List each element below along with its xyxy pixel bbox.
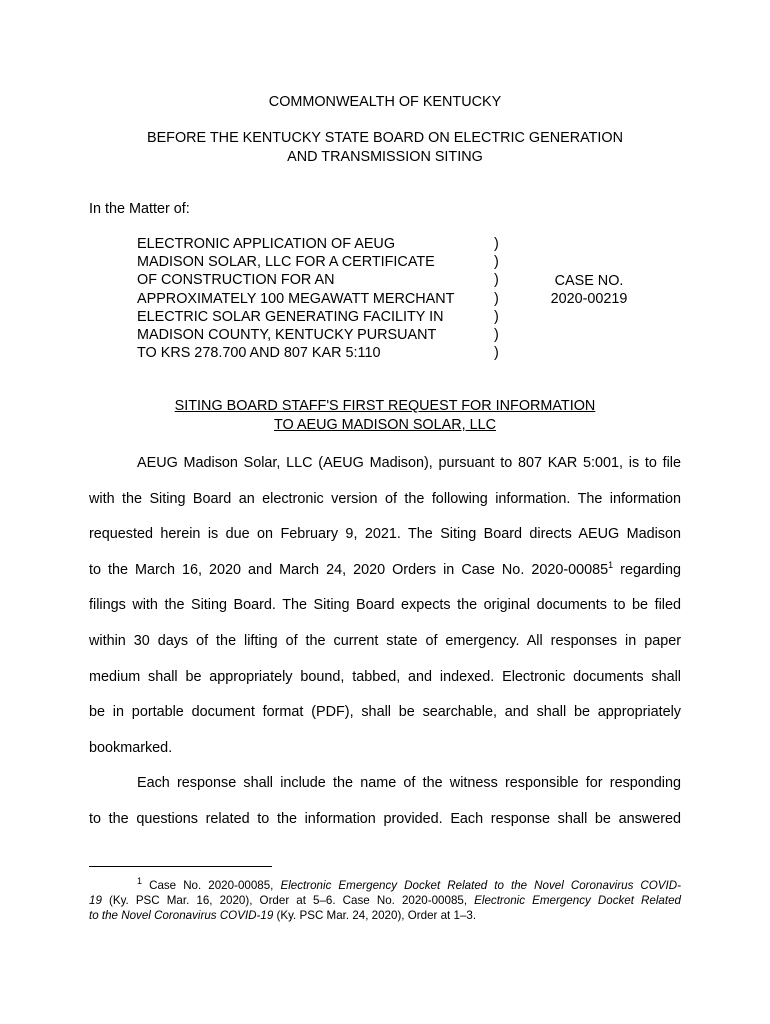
body-text: [89, 446, 681, 838]
paragraph-line: bookmarked.: [89, 739, 173, 756]
paragraph-line: Each response shall include the name of the witness responsible for responding: [137, 775, 681, 792]
footnote-line: [89, 893, 681, 908]
paren: ): [494, 326, 499, 343]
paren: ): [494, 345, 499, 362]
footnote-title: to the Novel Coronavirus COVID-19: [89, 909, 274, 922]
paren: ): [494, 272, 499, 289]
paragraph-line: medium shall be appropriately bound, tabbed, and indexed. Electronic documents shall: [89, 668, 681, 685]
caption-line: MADISON COUNTY, KENTUCKY PURSUANT: [137, 326, 437, 343]
footnote-title: 19: [89, 894, 102, 907]
paren: ): [494, 236, 499, 252]
board-title: [0, 129, 770, 167]
case-caption: [137, 235, 487, 362]
footnote-line: [89, 908, 681, 923]
caption-line: ELECTRIC SOLAR GENERATING FACILITY IN: [137, 308, 444, 325]
caption-parentheses: [494, 235, 499, 362]
case-number: 2020-00219: [550, 291, 628, 308]
board-title-line-2: AND TRANSMISSION SITING: [287, 149, 483, 165]
caption-line: OF CONSTRUCTION FOR AN: [137, 272, 335, 289]
paragraph-text: regarding: [613, 561, 681, 578]
footnote-reference: 1: [608, 559, 614, 570]
footnote-title: Electronic Emergency Docket Related: [474, 894, 681, 907]
paragraph-text: to the March 16, 2020 and March 24, 2020 Orders in Case No. 2020-00085: [89, 561, 609, 578]
paragraph-line: within 30 days of the lifting of the current state of emergency. All responses in paper: [89, 632, 681, 649]
caption-line: APPROXIMATELY 100 MEGAWATT MERCHANT: [137, 290, 455, 307]
commonwealth-title: COMMONWEALTH OF KENTUCKY: [268, 94, 502, 110]
footnote-divider: [89, 866, 272, 867]
paragraph-line: to the questions related to the information provided. Each response shall be answered: [89, 810, 681, 827]
paragraph-line: requested herein is due on February 9, 2021. The Siting Board directs AEUG Madison: [89, 526, 681, 543]
footnote-text: (Ky. PSC Mar. 24, 2020), Order at 1–3.: [273, 909, 477, 922]
board-title-line-1: BEFORE THE KENTUCKY STATE BOARD ON ELECTRIC GENERATION: [146, 130, 624, 146]
case-label: CASE NO.: [554, 273, 624, 289]
caption-line: ELECTRONIC APPLICATION OF AEUG: [137, 236, 396, 252]
paragraph-line: with the Siting Board an electronic version of the following information. The information: [89, 490, 681, 507]
matter-label: In the Matter of:: [89, 201, 190, 217]
paren: ): [494, 290, 499, 307]
request-heading-line-1: SITING BOARD STAFF'S FIRST REQUEST FOR INFORMATION: [174, 398, 596, 414]
footnote-line: [89, 878, 681, 893]
paren: ): [494, 308, 499, 325]
caption-line: TO KRS 278.700 AND 807 KAR 5:110: [137, 345, 381, 362]
request-heading-line-2: TO AEUG MADISON SOLAR, LLC: [273, 416, 497, 433]
caption-line: MADISON SOLAR, LLC FOR A CERTIFICATE: [137, 254, 435, 271]
paragraph-line: AEUG Madison Solar, LLC (AEUG Madison), pursuant to 807 KAR 5:001, is to file: [137, 455, 681, 471]
paragraph-line: filings with the Siting Board. The Siting Board expects the original documents to be filed: [89, 597, 681, 614]
footnote-text: Case No. 2020-00085,: [142, 879, 281, 892]
footnote-text: (Ky. PSC Mar. 16, 2020), Order at 5–6. Case No. 2020-00085,: [101, 894, 475, 907]
paragraph-line: [89, 553, 681, 589]
case-number-block: [538, 272, 640, 308]
footnote-title: Electronic Emergency Docket Related to the Novel Coronavirus COVID-: [280, 879, 681, 892]
paren: ): [494, 254, 499, 271]
paragraph-line: be in portable document format (PDF), shall be searchable, and shall be appropriately: [89, 704, 681, 721]
footnote: [89, 878, 681, 923]
footnote-marker: 1: [137, 876, 143, 887]
request-heading: [0, 397, 770, 434]
